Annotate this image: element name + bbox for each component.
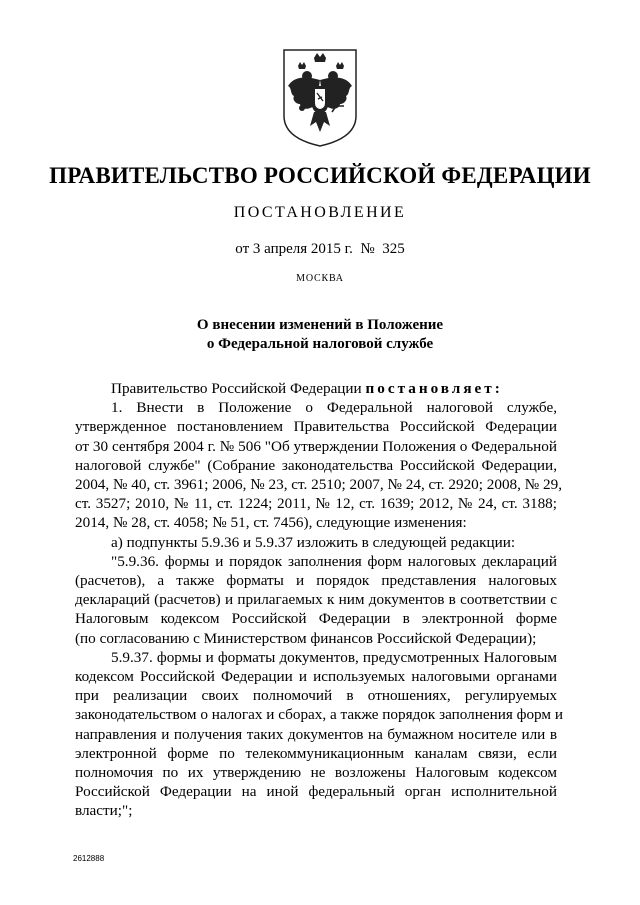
text-line: направления и получения таких документов на бумажном носителе или в	[75, 725, 557, 743]
text-line: 2004, № 40, ст. 3961; 2006, № 23, ст. 2510; 2007, № 24, ст. 2920; 2008, № 29,	[75, 476, 563, 494]
text-line: (расчетов), а также форматы и порядок представления налоговых	[75, 572, 557, 590]
text-line: кодексом Российской Федерации и используемых налоговыми органами	[75, 668, 557, 686]
text-line: полномочия по их утверждению не возложены Налоговым кодексом	[75, 764, 557, 782]
text-line: Налоговым кодексом Российской Федерации в электронной форме	[75, 610, 557, 628]
document-date-number: от 3 апреля 2015 г. № 325	[235, 241, 405, 257]
text-line: ст. 3527; 2010, № 11, ст. 1224; 2011, № 12, ст. 1639; 2012, № 24, ст. 3188;	[75, 495, 557, 513]
document-subject	[0, 316, 640, 354]
subject-line: О внесении изменений в Положение	[196, 317, 444, 333]
document-city: МОСКВА	[296, 273, 344, 284]
preamble-verb: постановляет:	[365, 380, 503, 397]
text-line: 2014, № 28, ст. 4058; № 51, ст. 7456), следующие изменения:	[75, 514, 467, 532]
text-line: власти;";	[75, 802, 133, 820]
text-line: от 30 сентября 2004 г. № 506 "Об утверждении Положения о Федеральной	[75, 437, 557, 455]
text-line: 1. Внести в Положение о Федеральной налоговой службе,	[111, 399, 557, 417]
paragraph-5-9-36	[75, 552, 557, 648]
text-line: (по согласованию с Министерством финансов Российской Федерации);	[75, 629, 537, 647]
text-line: при реализации своих полномочий в отношениях, регулируемых	[75, 687, 557, 705]
text-line: деклараций (расчетов) и прилагаемых к ним документов в соответствии с	[75, 591, 557, 609]
subject-line: о Федеральной налоговой службе	[206, 336, 434, 352]
document-type: ПОСТАНОВЛЕНИЕ	[233, 204, 407, 221]
text-line: Российской Федерации на иной федеральный орган исполнительной	[75, 783, 557, 801]
document-body	[75, 379, 563, 821]
text-line: налоговой службе" (Собрание законодательства Российской Федерации,	[75, 456, 557, 474]
document-id: 2612888	[73, 854, 105, 863]
text-line: 5.9.37. формы и форматы документов, предусмотренных Налоговым	[111, 648, 557, 666]
text-line: законодательством о налогах и сборах, а также порядок заполнения форм и	[75, 706, 563, 724]
text-line: электронной форме по телекоммуникационным каналам связи, если	[75, 744, 557, 762]
text-line: утвержденное постановлением Правительства Российской Федерации	[75, 418, 557, 436]
preamble-text: Правительство Российской Федерации	[111, 380, 366, 397]
paragraph-1	[75, 398, 563, 532]
text-line: "5.9.36. формы и порядок заполнения форм налоговых деклараций	[111, 552, 557, 570]
coat-of-arms-icon	[276, 46, 364, 150]
issuing-authority: ПРАВИТЕЛЬСТВО РОССИЙСКОЙ ФЕДЕРАЦИИ	[49, 163, 591, 188]
preamble	[75, 379, 557, 398]
paragraph-1a: а) подпункты 5.9.36 и 5.9.37 изложить в следующей редакции:	[111, 533, 516, 551]
paragraph-5-9-37	[75, 648, 563, 821]
